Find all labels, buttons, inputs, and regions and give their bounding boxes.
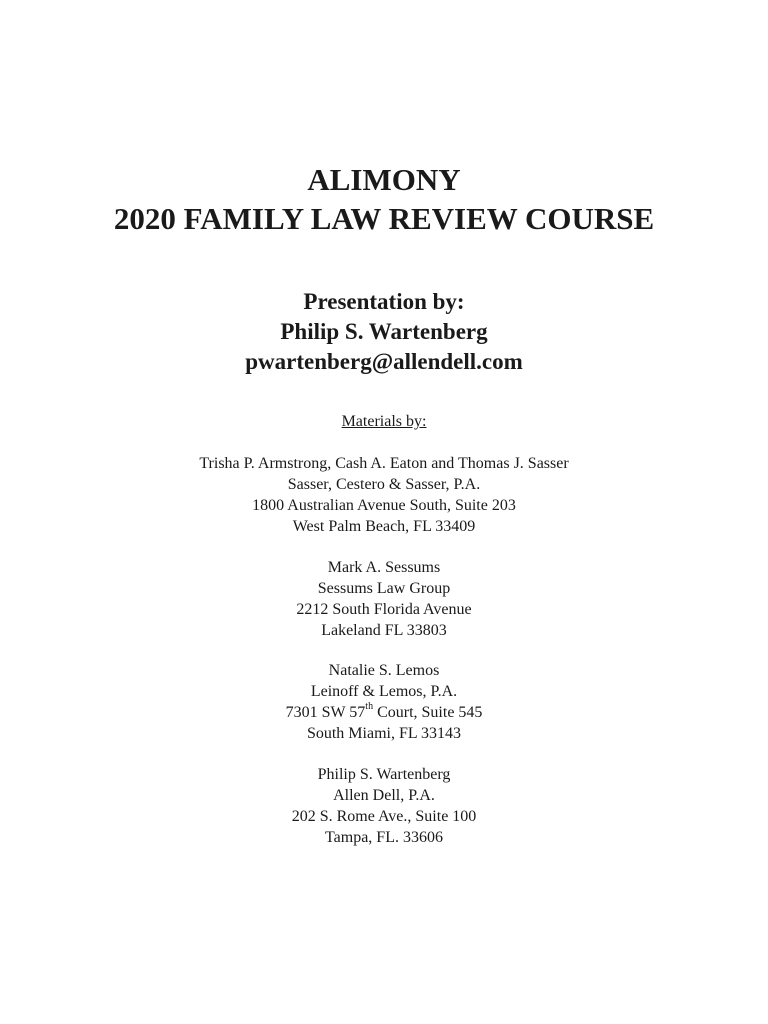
city-state-zip: West Palm Beach, FL 33409 (292, 518, 476, 535)
city-state-zip: Lakeland FL 33803 (321, 622, 447, 639)
presenter-email: pwartenberg@allendell.com (245, 349, 523, 374)
firm-name: Sessums Law Group (317, 580, 451, 597)
author-block (0, 453, 768, 537)
city-state-zip: Tampa, FL. 33606 (325, 829, 443, 846)
firm-name: Sasser, Cestero & Sasser, P.A. (287, 476, 481, 493)
author-names: Mark A. Sessums (327, 559, 441, 576)
street-address (0, 702, 768, 723)
author-names: Natalie S. Lemos (328, 662, 440, 679)
street-address: 202 S. Rome Ave., Suite 100 (291, 808, 477, 825)
firm-name: Leinoff & Lemos, P.A. (310, 683, 458, 700)
materials-heading: Materials by: (341, 413, 427, 430)
author-names: Philip S. Wartenberg (317, 766, 451, 783)
author-block (0, 557, 768, 641)
presentation-heading: Presentation by: (303, 289, 465, 314)
course-title: 2020 FAMILY LAW REVIEW COURSE (113, 201, 655, 236)
city-state-zip: South Miami, FL 33143 (306, 725, 462, 742)
presenter-name: Philip S. Wartenberg (280, 319, 488, 344)
author-block (0, 764, 768, 848)
firm-name: Allen Dell, P.A. (333, 787, 435, 804)
street-address-suffix: Court, Suite 545 (373, 704, 483, 721)
document-title: ALIMONY (307, 162, 461, 197)
ordinal-suffix: th (365, 700, 374, 712)
street-address: 2212 South Florida Avenue (296, 601, 472, 618)
author-names: Trisha P. Armstrong, Cash A. Eaton and Thomas J. Sasser (199, 455, 569, 472)
author-block (0, 660, 768, 744)
street-address-prefix: 7301 SW 57 (285, 704, 366, 721)
street-address: 1800 Australian Avenue South, Suite 203 (252, 497, 516, 514)
